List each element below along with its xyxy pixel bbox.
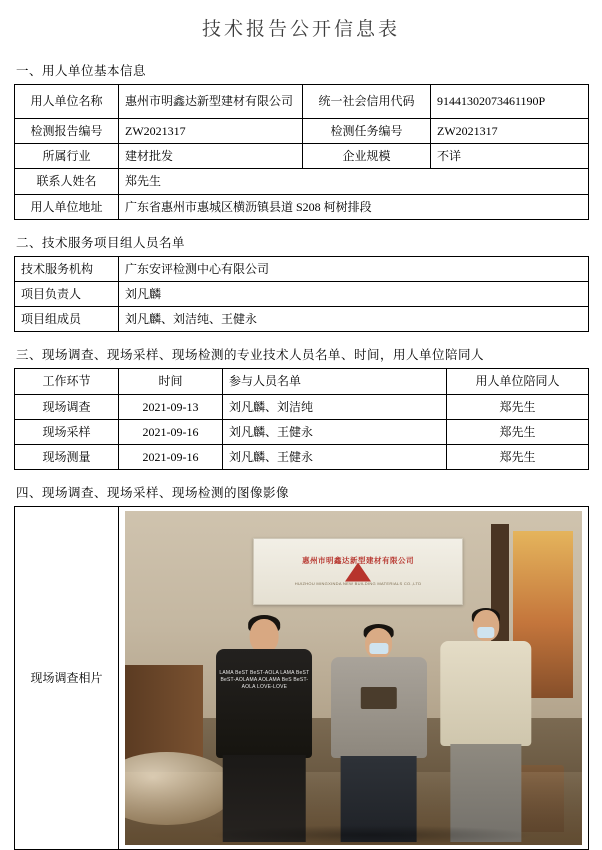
cell-value: 郑先生	[447, 419, 589, 444]
table-row	[15, 394, 589, 419]
face-mask-icon	[477, 627, 494, 639]
section-heading-4: 四、现场调查、现场采样、现场检测的图像影像	[16, 486, 290, 501]
table-row	[15, 119, 589, 144]
table-basic-info	[14, 84, 589, 220]
cell-value: 郑先生	[447, 394, 589, 419]
photo-company-banner	[253, 538, 463, 605]
photo-person-center	[331, 621, 427, 841]
table-row	[15, 507, 589, 850]
cell-value: 91441302073461190P	[431, 85, 589, 119]
photo-ground-shadow	[207, 825, 536, 845]
table-row	[15, 307, 589, 332]
cell-photo	[119, 507, 589, 850]
table-row	[15, 281, 589, 306]
cell-label: 项目组成员	[15, 307, 119, 332]
section-heading-3: 三、现场调查、现场采样、现场检测的专业技术人员名单、时间，用人单位陪同人	[16, 348, 485, 363]
company-logo-icon	[345, 563, 371, 582]
cell-label: 检测任务编号	[303, 119, 431, 144]
cell-value: 刘凡麟、王健永	[223, 419, 447, 444]
cell-label: 项目负责人	[15, 281, 119, 306]
cell-value: 不详	[431, 144, 589, 169]
cell-value: 现场调查	[15, 394, 119, 419]
cell-label: 现场调查相片	[15, 507, 119, 850]
site-survey-photo	[125, 511, 582, 845]
table-row	[15, 256, 589, 281]
cell-value: 现场采样	[15, 419, 119, 444]
cell-value: 刘凡麟、刘洁纯、王健永	[119, 307, 589, 332]
table-project-team	[14, 256, 589, 333]
page-title: 技术报告公开信息表	[201, 19, 400, 40]
cell-value: ZW2021317	[119, 119, 303, 144]
cell-value: 惠州市明鑫达新型建材有限公司	[119, 85, 303, 119]
column-header: 用人单位陪同人	[447, 369, 589, 394]
cell-value: 刘凡麟、王健永	[223, 444, 447, 469]
table-row	[15, 419, 589, 444]
cell-label: 所属行业	[15, 144, 119, 169]
cell-label: 用人单位地址	[15, 194, 119, 219]
cell-value: ZW2021317	[431, 119, 589, 144]
shirt-print-text: LAMA BeST BeST-AOLA LAMA BeST BeST-AOLAMA AOLAMA BeS BeST-AOLA LOVE-LOVE	[219, 669, 310, 691]
cell-value: 郑先生	[119, 169, 589, 194]
cell-value: 刘凡麟、刘洁纯	[223, 394, 447, 419]
person-shirt	[216, 649, 312, 758]
table-header-row	[15, 369, 589, 394]
cell-value: 现场测量	[15, 444, 119, 469]
column-header: 工作环节	[15, 369, 119, 394]
cell-value: 广东省惠州市惠城区横沥镇县道 S208 柯树排段	[119, 194, 589, 219]
person-shirt	[331, 657, 427, 758]
column-header: 参与人员名单	[223, 369, 447, 394]
cell-label: 统一社会信用代码	[303, 85, 431, 119]
section-heading-1: 一、用人单位基本信息	[16, 64, 147, 78]
photo-person-left	[216, 615, 312, 842]
cell-value: 2021-09-13	[119, 394, 223, 419]
cell-value: 建材批发	[119, 144, 303, 169]
column-header: 时间	[119, 369, 223, 394]
face-mask-icon	[369, 643, 388, 654]
table-row	[15, 444, 589, 469]
cell-value: 广东安评检测中心有限公司	[119, 256, 589, 281]
table-row	[15, 169, 589, 194]
shirt-graphic	[360, 687, 396, 709]
cell-value: 2021-09-16	[119, 444, 223, 469]
photo-person-right	[440, 608, 531, 842]
table-site-activities	[14, 368, 589, 470]
cell-label: 检测报告编号	[15, 119, 119, 144]
table-site-photos	[14, 506, 589, 850]
cell-label: 技术服务机构	[15, 256, 119, 281]
cell-label: 联系人姓名	[15, 169, 119, 194]
banner-company-name: 惠州市明鑫达新型建材有限公司	[302, 556, 415, 566]
cell-label: 企业规模	[303, 144, 431, 169]
cell-value: 郑先生	[447, 444, 589, 469]
cell-value: 2021-09-16	[119, 419, 223, 444]
table-row	[15, 194, 589, 219]
photo-cabinet	[125, 665, 203, 765]
section-heading-2: 二、技术服务项目组人员名单	[16, 235, 186, 250]
person-shirt	[440, 641, 531, 746]
table-row	[15, 144, 589, 169]
table-row	[15, 85, 589, 119]
cell-value: 刘凡麟	[119, 281, 589, 306]
banner-company-name-en: HUIZHOU MINGXINDA NEW BUILDING MATERIALS CO.,LTD	[294, 580, 422, 586]
cell-label: 用人单位名称	[15, 85, 119, 119]
